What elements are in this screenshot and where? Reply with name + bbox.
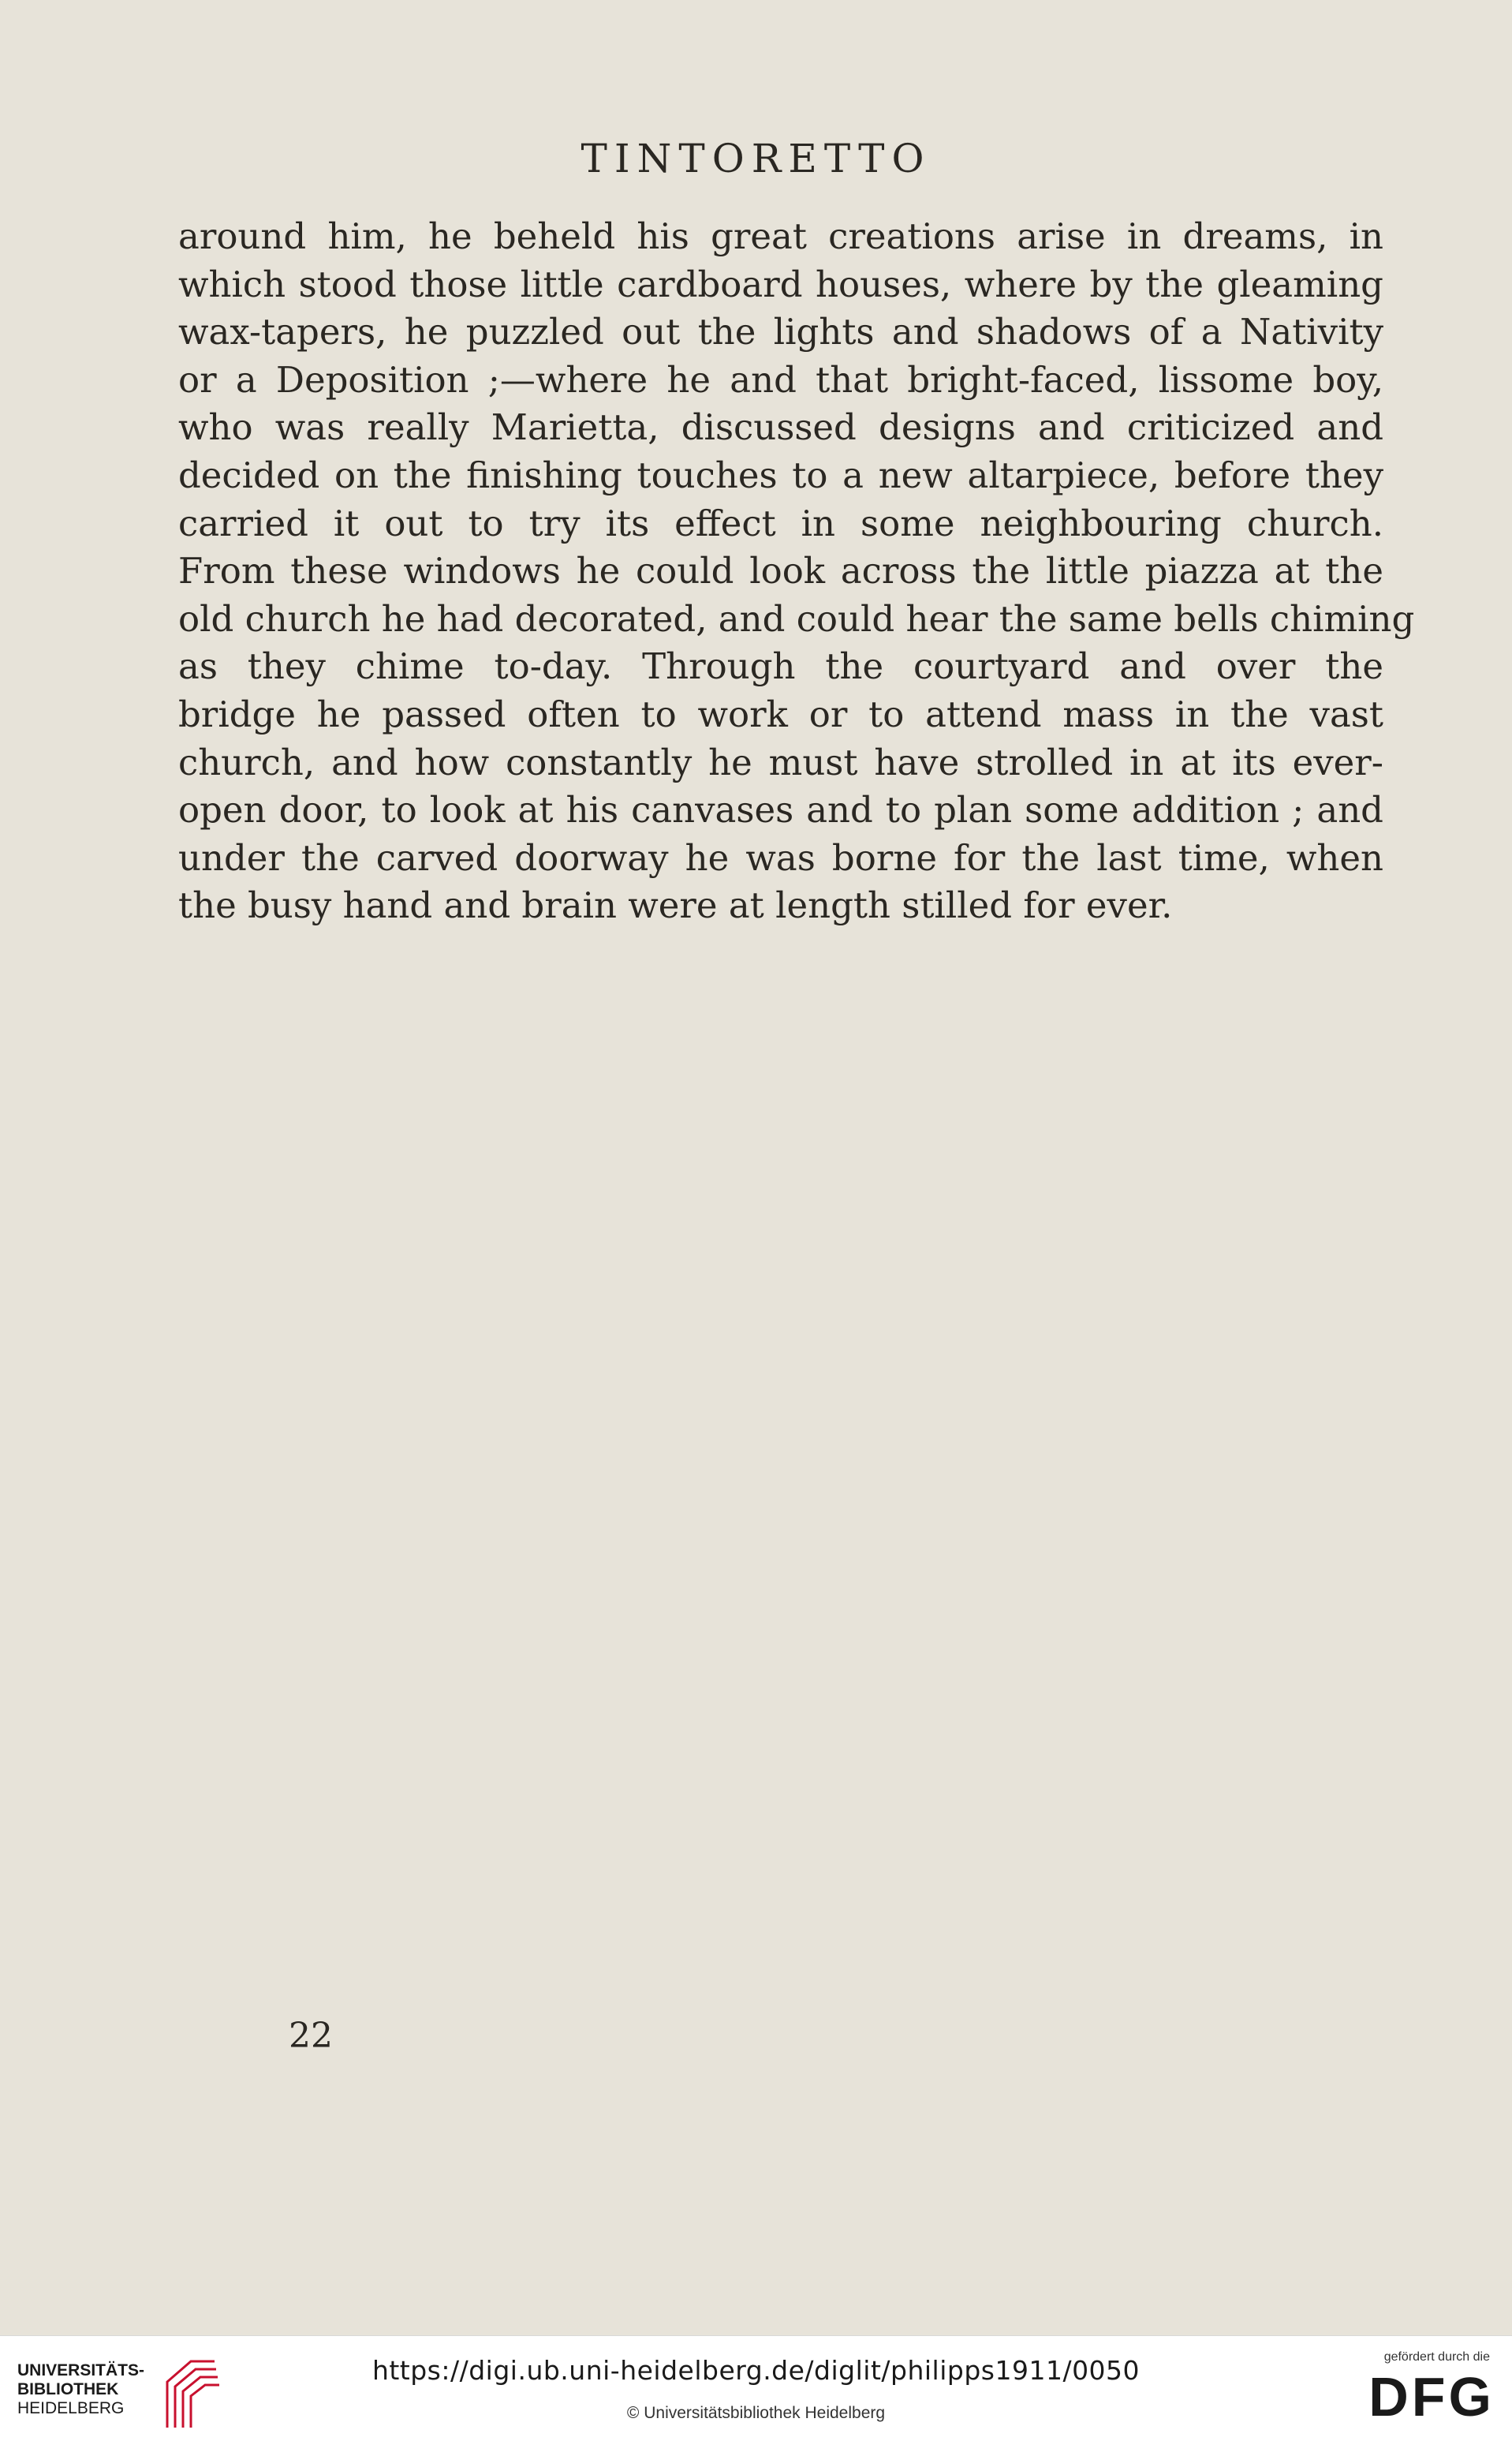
text-line: as they chime to-day. Through the courtyard and over the	[178, 645, 1383, 688]
text-line: decided on the finishing touches to a new altarpiece, before they	[178, 454, 1383, 496]
text-line: which stood those little cardboard houses, where by the gleaming	[178, 263, 1383, 305]
text-line: wax-tapers, he puzzled out the lights and shadows of a Nativity	[178, 311, 1383, 353]
text-line: church, and how constantly he must have strolled in at its ever-	[178, 741, 1383, 783]
text-line: around him, he beheld his great creations arise in dreams, in	[178, 215, 1383, 257]
funder-caption: gefördert durch die	[1383, 2350, 1490, 2364]
library-name-line: HEIDELBERG	[17, 2399, 125, 2417]
text-line: or a Deposition ;—where he and that bright-faced, lissome boy,	[178, 358, 1383, 401]
dfg-funder-logo[interactable]	[1337, 2350, 1495, 2437]
copyright-notice: © Universitätsbibliothek Heidelberg	[626, 2404, 886, 2422]
footer-bar	[0, 2335, 1512, 2441]
text-line: old church he had decorated, and could hear the same bells chiming	[178, 597, 1415, 640]
text-line: the busy hand and brain were at length stilled for ever.	[178, 884, 1173, 927]
source-url-link[interactable]: https://digi.ub.uni-heidelberg.de/diglit/philipps1911/0050	[371, 2355, 1141, 2386]
text-line: who was really Marietta, discussed designs and criticized and	[178, 406, 1383, 449]
text-line: open door, to look at his canvases and to plan some addition ; and	[178, 789, 1383, 832]
running-head: TINTORETTO	[581, 136, 931, 181]
text-line: under the carved doorway he was borne for the last time, when	[178, 836, 1383, 879]
text-line: bridge he passed often to work or to attend mass in the vast	[178, 693, 1383, 735]
library-name-line: BIBLIOTHEK	[17, 2380, 119, 2398]
text-line: carried it out to try its effect in some neighbouring church.	[178, 502, 1383, 544]
dfg-logo-icon: DFG	[1368, 2366, 1495, 2428]
library-name-line: UNIVERSITÄTS-	[17, 2361, 145, 2379]
page-number: 22	[289, 2016, 333, 2056]
text-line: From these windows he could look across the little piazza at the	[178, 550, 1383, 592]
body-text	[178, 213, 1415, 930]
